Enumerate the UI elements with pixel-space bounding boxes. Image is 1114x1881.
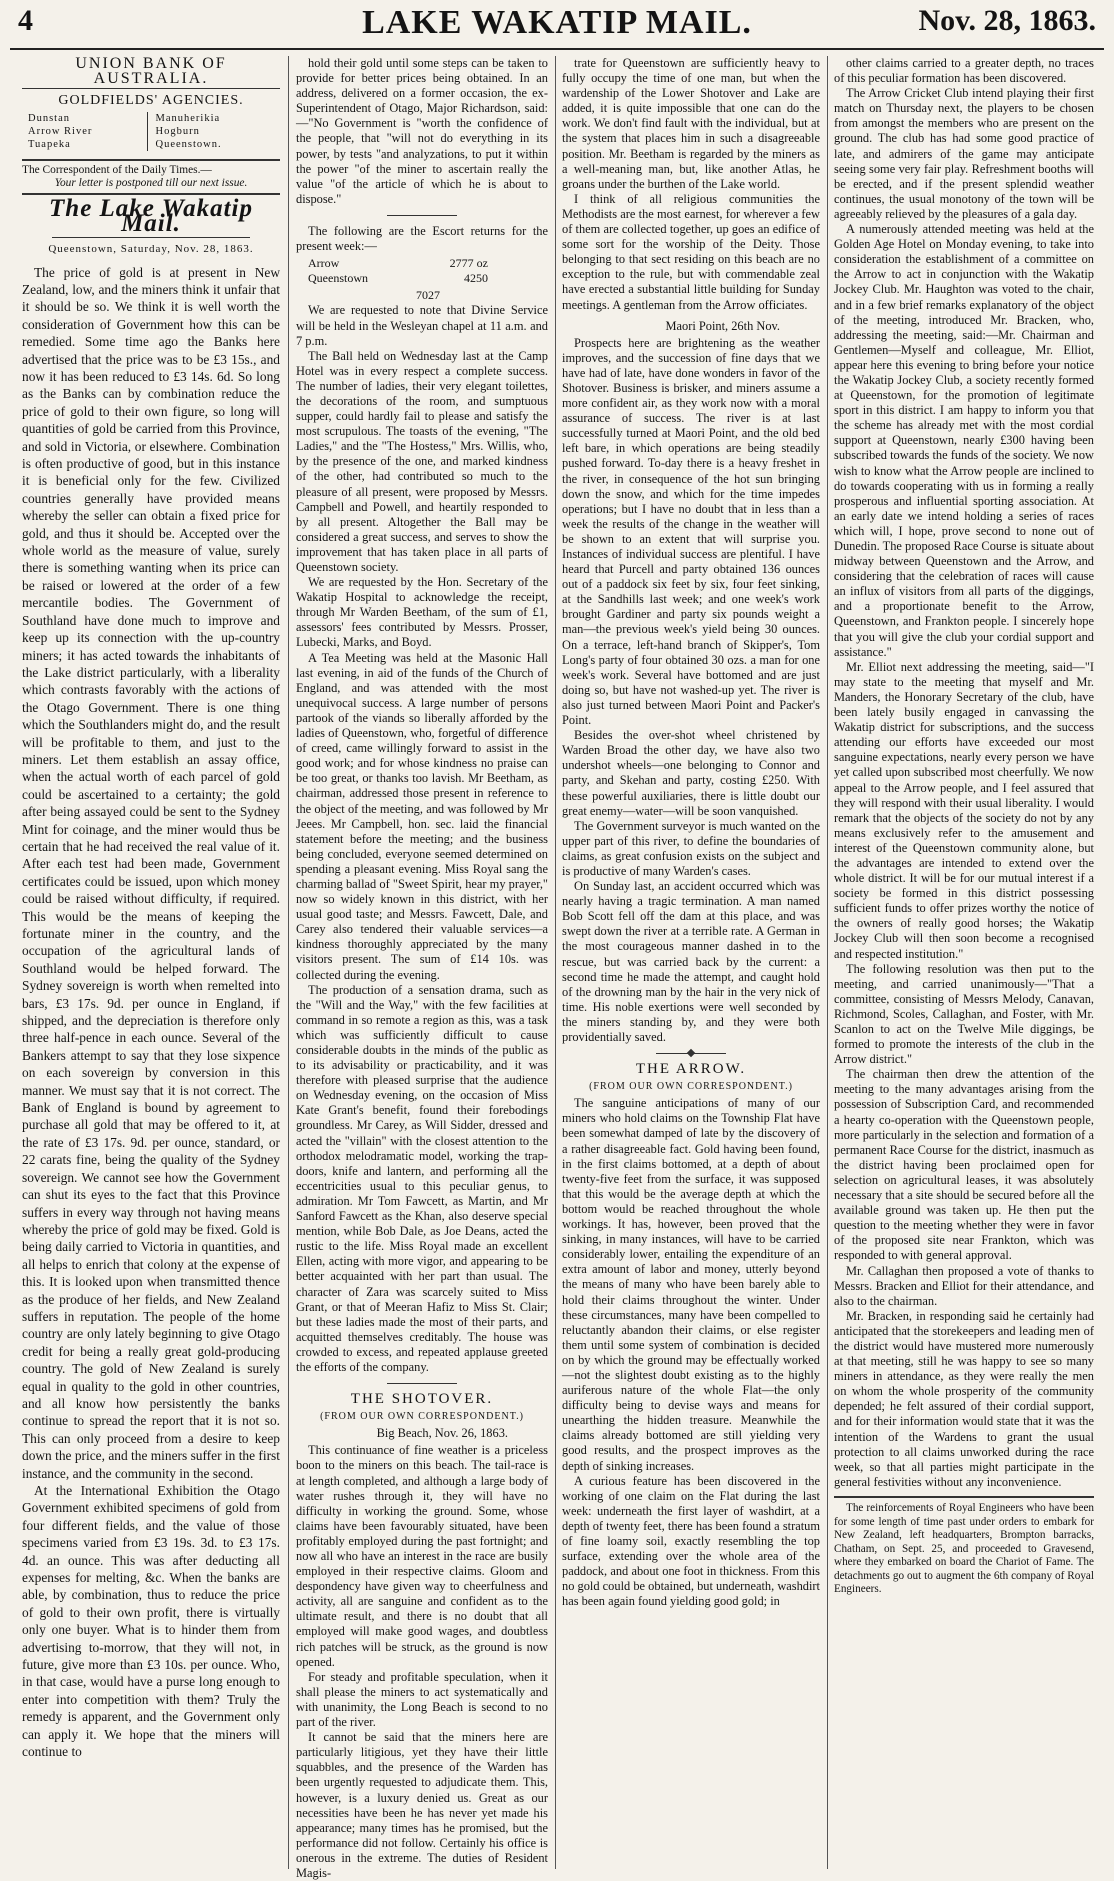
newspaper-title: LAKE WAKATIP MAIL. [362, 4, 752, 41]
article-paragraph: We are requested by the Hon. Secretary of the Wakatip Hospital to acknowledge the receipt, through Mr Warden Beetham, of the sum of £1, assessors' fees contributed by Messrs. Prosser, Lubecki, Marks, and Boyd. [296, 575, 548, 650]
issue-date: Nov. 28, 1863. [918, 4, 1096, 37]
escort-value: 2777 oz [449, 256, 488, 271]
article-paragraph: This continuance of fine weather is a priceless boon to the miners on this beach. The tail-race is at length completed, and although a large body of water rushes through it, they will have no difficulty in working the ground. Some, whose claims have been favourably situated, have been profitably employed during the past fortnight; and now all who have an interest in the race are busily employed in their respective claims. Gloom and despondency have given way to cheerfulness and activity, all are sanguine and confident as to the ultimate result, and there is no doubt that all employed will make good wages, and doubtless rich patches will be struck, as the ground is now opened. [296, 1443, 548, 1669]
agency-item: Manuherikia [155, 113, 221, 125]
column-1 [22, 56, 280, 1871]
article-paragraph: On Sunday last, an accident occurred which was nearly having a tragic termination. A man named Bob Scott fell off the dam at this place, and was swept down the river at a terrible rate. A German in the most courageous manner dashed in to the rescue, but was carried back by the current: a second time he made the attempt, and caught hold of the drowning man by the hair in the very nick of time. His noble exertions were well seconded by the miners standing by, and they were both providentially saved. [562, 879, 820, 1044]
news-brief [834, 1496, 1094, 1597]
agency-list-right [147, 112, 275, 151]
article-paragraph: The reinforcements of Royal Engineers who have been for some length of time past under orders to embark for New Zealand, left headquarters, Brompton barracks, Chatham, on Sept. 25, and proceeded to Gravesend, where they embarked on board the Chariot of Fame. The detachments go out to augment the 6th company of Royal Engineers. [834, 1501, 1094, 1596]
escort-row [308, 271, 548, 286]
column-divider [827, 56, 828, 1869]
section-heading: THE ARROW. [635, 1061, 747, 1078]
column-4 [834, 56, 1094, 1871]
escort-table [308, 256, 548, 303]
agency-item: Queenstown. [155, 139, 222, 151]
column-3 [562, 56, 820, 1871]
article-paragraph: A curious feature has been discovered in the working of one claim on the Flat during the last week: underneath the first layer of washdirt, at a depth of twenty feet, there has been found a stratum of fine loamy soil, exactly resembling the top surface, extending over the whole area of the paddock, and about one foot in thickness. From this no gold could be obtained, but underneath, washdirt has been again found yielding good gold; in [562, 1473, 820, 1609]
article-paragraph: The chairman then drew the attention of the meeting to the many advantages arising from the possession of Subscription Card, and recommended a hearty co-operation with the Queenstown people, more particularly in the selection and formation of a permanent Race Course for the district, inasmuch as the district having been proclaimed open for selection on agricultural leases, it was absolutely necessary that a site should be secured before all the available ground was taken up. He then put the question to the meeting whether they were in favor of the proposed site near Frankton, which was responded to with general approval. [834, 1067, 1094, 1263]
article-paragraph: The Arrow Cricket Club intend playing their first match on Thursday next, the players to be chosen from amongst the members who are present on the ground. The club has had some good practice of late, and admirers of the game may anticipate seeing some very fair play. Refreshment booths will be erected, and if the present splendid weather continues, the usual monotony of the town will be agreeably relieved by the pleasures of a gala day. [834, 86, 1094, 221]
place-dateline: Maori Point, 26th Nov. [665, 318, 780, 333]
column-divider [555, 56, 556, 1869]
paper-title: The Lake Wakatip Mail. [49, 195, 253, 238]
section-subheading: (FROM OUR OWN CORRESPONDENT.) [589, 1081, 793, 1093]
article-paragraph: Prospects here are brightening as the weather improves, and the succession of fine days that we have had of late, have done wonders in favor of the Shotover. Business is brisker, and miners assume a more confident air, as they work now with a moral assurance of success. The river is at last successfully turned at Maori Point, and the old bed left bare, in which operations are being steadily pushed forward. To-day there is a heavy freshet in the river, in consequence of the hot sun bringing down the snow, and which for the time impedes operations; but I have no doubt that in less than a week the results of the change in the weather will be shown to an extent that will surprise you. Instances of individual success are plentiful. I have heard that Purcell and party obtained 136 ounces out of a paddock six feet by six, four feet sinking, at the Sandhills last week; and one week's work brought Gardiner and party six pounds weight a man—the previous week's yield being 30 ounces. On a terrace, left-hand branch of Skipper's, Tom Long's party of four obtained 30 ozs. a man for one week's work. Several have bottomed and are just doing so, but have not washed-up yet. The river is also just turned between Maori Point and Packer's Point. [562, 335, 820, 728]
article-paragraph: The Ball held on Wednesday last at the Camp Hotel was in every respect a complete success. The number of ladies, their very elegant toilettes, the decorations of the room, and sumptuous supper, could hardly fail to please and satisfy the most scrupulous. The toasts of the evening, "The Ladies," and the "The Hostess," Mrs. Willis, who, by the presence of the one, and marked kindness of the other, had contributed so much to the pleasure of all present, were proposed by Messrs. Campbell and Powell, and heartily responded to by all present. Altogether the Ball may be considered a great success, and serves to show the improvement that has taken place in all parts of Queenstown society. [296, 348, 548, 574]
divider [656, 1053, 726, 1054]
divider [387, 1383, 457, 1384]
article-paragraph: The following resolution was then put to the meeting, and carried unanimously—"That a committee, consisting of Messrs Melody, Canavan, Richmond, Scoles, Callaghan, and Foster, with Mr. Scanlon to act on the Twelve Mile diggings, be formed to promote the interests of the club in the Arrow district." [834, 961, 1094, 1067]
correspondent-notice [22, 159, 280, 195]
column-divider [288, 56, 289, 1869]
escort-row [308, 256, 548, 271]
escort-intro: The following are the Escort returns for the present week:— [296, 223, 548, 254]
article-paragraph: Mr. Bracken, in responding said he certainly had anticipated that the storekeepers and leading men of the district would have mustered more numerously at that meeting, still he was happy to see so many miners in attendance, as they were really the men on whom the whole prosperity of the community depended; he felt assured of their cordial support, and for their information would state that it was the intention of the Wardens to grant the usual protection to all claims unworked during the race week, so that all parties might participate in the general festivities without any inconvenience. [834, 1308, 1094, 1489]
article-paragraph: It cannot be said that the miners here are particularly litigious, yet they have their little squabbles, and the presence of the Warden has been urgently requested to adjudicate them. This, however, is a luxury denied us. Great as our necessities have been he has never yet made his appearance; many times has he promised, but the performance did not follow. Certainly his office is onerous in the extreme. The duties of Resident Magis- [296, 1730, 548, 1880]
diamond-ornament [687, 1049, 695, 1057]
article-paragraph: Mr. Callaghan then proposed a vote of thanks to Messrs. Bracken and Elliot for their attendance, and also to the chairman. [834, 1263, 1094, 1308]
column-2 [296, 56, 548, 1880]
section-subheading: (FROM OUR OWN CORRESPONDENT.) [320, 1411, 524, 1423]
article-paragraph: I think of all religious communities the Methodists are the most earnest, for wherever a few of them are collected together, up goes an edifice of some sort for the worship of the Deity. Those belonging to that sect residing on this beach are no exception to the rule, but with commendable zeal have erected a substantial little building for Sunday meetings. A gentleman from the Arrow officiates. [562, 191, 820, 312]
escort-label: Arrow [308, 256, 340, 271]
agency-list [22, 112, 280, 151]
masthead [10, 4, 1104, 48]
article-paragraph: other claims carried to a greater depth, no traces of this peculiar formation has been discovered. [834, 56, 1094, 86]
agency-item: Arrow River [28, 126, 93, 138]
editorial-paragraph: At the International Exhibition the Otago Government exhibited specimens of gold from four different fields, and the value of those specimens varied from £3 19s. 3d. to £3 17s. 4d. an ounce. This was after deducting all expenses for melting, &c. When the banks are able, by combination, thus to reduce the price of gold to their own profit, there is virtually only one buyer. What is to hinder them from advertising to-morrow, that they will not, in future, give more than £3 10s. per ounce. Who, in that case, would have a purse long enough to enter into competition with them? Truly the remedy is apparent, and the Government only can apply it. We hope that the miners will continue to [22, 1483, 280, 1760]
article-paragraph: trate for Queenstown are sufficiently heavy to fully occupy the time of one man, but when the wardenship of the Lower Shotover and Lake are added, it is quite impossible that one can do the work. We don't find fault with the individual, but at the system that places him in such a disagreeable position. Mr. Beetham is regarded by the miners as a well-meaning man, but, like another Atlas, he groans under the burthen of the Lake world. [562, 56, 820, 191]
agency-item: Tuapeka [28, 139, 71, 151]
article-paragraph: We are requested to note that Divine Service will be held in the Wesleyan chapel at 11 a.m. and 7 p.m. [296, 303, 548, 348]
article-paragraph: A Tea Meeting was held at the Masonic Hall last evening, in aid of the funds of the Church of England, and was attended with the most unequivocal success. A large number of persons partook of the viands so liberally afforded by the ladies of Queenstown, who, forgetful of difference of creed, came willingly forward to assist in the good work; and for whose kindness no praise can be too great, or thanks too lavish. Mr Beetham, as chairman, addressed those present in reference to the object of the meeting, and was followed by Mr Jeees. Mr Campbell, hon. sec. laid the financial statement before the meeting; and the business being concluded, everyone seemed determined on spending a pleasant evening. Miss Royal sang the charming ballad of "Sweet Spirit, hear my prayer," now so widely known in this district, with her usual good taste; and Messrs. Fawcett, Dale, and Carey also tendered their valuable services—a kindness thoroughly appreciated by the many visitors present. The sum of £14 10s. was collected during the evening. [296, 650, 548, 982]
article-paragraph: The production of a sensation drama, such as the "Will and the Way," with the few facilities at command in so remote a region as this, was a task which was sufficiently difficult to cause considerable doubts in the minds of the public as to its advisability or practicability, and it was therefore with pleased surprise that the audience on Wednesday evening, on the occasion of Miss Kate Grant's benefit, found their forebodings groundless. Mr Carey, as Will Sidder, dressed and acted the "villain" with the closest attention to the orthodox melodramatic model, working the trap-doors, knife and lantern, and performing all the eccentricities usual to this peculiar genus, to admiration. Mr Tom Fawcett, as Martin, and Mr Sanford Fawcett as the Khan, also deserve special mention, while Bob Dale, as Joe Deans, acted the rustic to the life. Miss Royal made an excellent Ellen, acting with more vigor, and appearing to be better acquainted with her part than usual. The character of Zara was scarcely suited to Miss Grant, or that of Meeran Hafiz to Miss St. Clair; but these ladies made the most of their parts, and acquitted themselves creditably. The house was crowded to excess, and repeated applause greeted the efforts of the company. [296, 982, 548, 1374]
page-number: 4 [18, 4, 33, 37]
escort-label: Queenstown [308, 271, 368, 286]
dateline: Queenstown, Saturday, Nov. 28, 1863. [48, 243, 254, 256]
divider [387, 215, 457, 216]
escort-value: 4250 [464, 271, 488, 286]
divider [52, 237, 250, 238]
article-paragraph: hold their gold until some steps can be taken to provide for better prices being obtained. In an address, delivered on a former occasion, the ex-Superintendent of Otago, Major Richardson, said:—"No Government is "worth the confidence of the people, that "will not do everything in its power, by tests "and analyzations, to put it within the power "of the miner to ascertain really the value "of the article of which he is about to dispose." [296, 56, 548, 206]
agency-item: Dunstan [28, 113, 70, 125]
agency-item: Hogburn [155, 126, 200, 138]
notice-line: Your letter is postponed till our next issue. [54, 177, 248, 190]
article-paragraph: Mr. Elliot next addressing the meeting, said—"I may state to the meeting that myself and Mr. Manders, the Honorary Secretary of the club, have been lately busily engaged in canvassing the Wakatip district for subscriptions, and the success attending our efforts have exceeded our most sanguine expectations, nearly every person we have yet called upon subscribed most cheerfully. We now appeal to the Arrow people, and I feel assured that they will respond with their usual liberality. I would remark that the objects of the society do not by any means exclusively refer to the amusement and interest of the Queenstown community alone, but the advantages are intended to extend over the whole district. It will be for our mutual interest if a society be formed in this district possessing sufficient funds to offer prizes worthy the notice of the owners of really good horses; the Wakatip Jockey Club will then soon become a recognised and respected institution." [834, 659, 1094, 961]
bank-ad-title: UNION BANK OF AUSTRALIA. [22, 56, 280, 89]
bank-ad-subtitle: GOLDFIELDS' AGENCIES. [58, 93, 244, 109]
article-paragraph: For steady and profitable speculation, when it shall please the miners to act systematically and with unanimity, the Long Beach is second to no part of the river. [296, 1669, 548, 1730]
section-heading: THE SHOTOVER. [350, 1391, 494, 1408]
article-paragraph: The Government surveyor is much wanted on the upper part of this river, to define the boundaries of claims, as great confusion exists on the subject and is productive of many Warden's cases. [562, 818, 820, 878]
escort-total: 7027 [416, 288, 440, 303]
editorial-paragraph: The price of gold is at present in New Zealand, low, and the miners think it unfair that it should be so. We think it is well worth the consideration of Government how this can be remedied. Some time ago the Banks here advertised that the price was to be £3 15s., and now it has been reduced to £3 14s. 6d. So long as the Banks can by combination reduce the price of gold to their own figure, so long will quantities of gold be carried from this Province, and sold in Victoria, or elsewhere. Combination is often productive of good, but in this instance it is beneficial only for the few. Civilized countries generally have provided means whereby the seller can obtain a fixed price for gold, and thus it should be. Accepted over the whole world as the measure of value, surely there is something wanting when its price can be raised or lowered at the order of a few mercantile bodies. The Government of Southland have done much to improve and keep up its connection with the up-country miners; it has acted towards the inhabitants of the Lake district particularly, with a liberality which contrasts favorably with the actions of the Otago Government. There is one thing which the Southlanders might do, and the result will be profitable to them, and just to the miners. Let them establish an assay office, when the actual worth of each parcel of gold could be ascertained to a certainty; the gold after being assayed could be sent to the Sydney Mint for coinage, and the miner would thus be certain that he had received the real value of it. After each test had been made, Government certificates could be issued, upon which money could be raised without difficulty, if required. This would be the means of keeping the fortunate miner in the country, and the occupation of the agricultural lands of Southland would be helped forward. The Sydney sovereign is worth when remelted into bars, £3 17s. 9d. per ounce in England, if shipped, and the depreciation is therefore only three half-pence in each ounce. Several of the Bankers attempt to say that they lose sixpence on each sovereign by conversion in this manner. We must say that it is not correct. The Bank of England is bound by agreement to purchase all gold that may be offered to it, at the rate of £3 17s. 9d. per ounce, standard, or 22 carats fine, being the quality of the Sydney sovereign. We cannot see how the Government can shut its eyes to the fact that this Province suffers in every way through not having means whereby the price of gold may be fixed. Gold is being daily carried to Victoria in quantities, and all helps to enrich that colony at the expense of this. It is looked upon when transmitted thence as the produce of her fields, and New Zealand suffers in reputation. The people of the home country are only lately beginning to give Otago credit for being a really great gold-producing country. The gold of New Zealand is surely equal in quality to the gold in other countries, and all know how persistently the banks continue to spread the report that it is not so. This can only proceed from a desire to keep down the price, and the miners suffer in the first instance, and the community in the second. [22, 264, 280, 1481]
article-paragraph: Besides the over-shot wheel christened by Warden Broad the other day, we have also two undershot wheels—one belonging to Connor and party, and Skehan and party, costing £250. With these powerful auxiliaries, there is little doubt our great enemy—water—will be soon vanquished. [562, 728, 820, 818]
article-paragraph: The sanguine anticipations of many of our miners who hold claims on the Township Flat have been somewhat damped of late by the discovery of a rather disagreeable fact. Gold having been found, in the first claims bottomed, at a depth of about twenty-five feet from the surface, it was supposed that this would be the average depth at which the bottom would be reached throughout the whole workings. It has, however, been proved that the sinking, in many instances, will have to be carried considerably lower, entailing the expenditure of an extra amount of labor and money, utterly beyond the means of many who have been barely able to hold their claims throughout the winter. Under these circumstances, many have been compelled to reluctantly abandon their claims, or else register them until some system of combination is decided on by which the ground may be effectually worked—not the slightest doubt existing as to the highly auriferous nature of the whole Flat—the only difficulty being to devise ways and means for unearthing the hidden treasure. Meanwhile the claims already bottomed are still yielding very good results, and the prospect improves as the depth of sinking increases. [562, 1096, 820, 1473]
place-dateline: Big Beach, Nov. 26, 1863. [376, 1426, 508, 1441]
notice-line: The Correspondent of the Daily Times.— [22, 164, 212, 177]
article-paragraph: A numerously attended meeting was held at the Golden Age Hotel on Monday evening, to take into consideration the establishment of a committee on the Arrow to act in conjunction with the Wakatip Jockey Club. Mr. Haughton was voted to the chair, and in a few brief remarks explanatory of the object of the meeting, introduced Mr. Bracken, who, addressing the meeting, said:—Mr. Chairman and Gentlemen—Myself and colleague, Mr. Elliot, appear here this evening to bring before your notice the Wakatip Jockey Club, a society recently formed at Queenstown, for the promotion of legitimate sport in this district. I am happy to inform you that the scheme has already met with the most cordial support at Queenstown, nearly £300 having been subscribed towards the funds of the society. We now wish to know what the Arrow people are inclined to do towards cooperating with us in forming a really prosperous and influential sporting association. At an early date we intend holding a series of races which will, I hope, prove second to none out of Dunedin. The proposed Race Course is situate about midway between Queenstown and the Arrow, and considering that the celebration of races will cause an influx of visitors from all parts of the diggings, and a proportionate benefit to the Arrow, Queenstown, and Frankton people. I sincerely hope that you will give the club your cordial support and assistance." [834, 222, 1094, 659]
agency-list-left [28, 112, 147, 151]
masthead-rule [10, 48, 1104, 50]
